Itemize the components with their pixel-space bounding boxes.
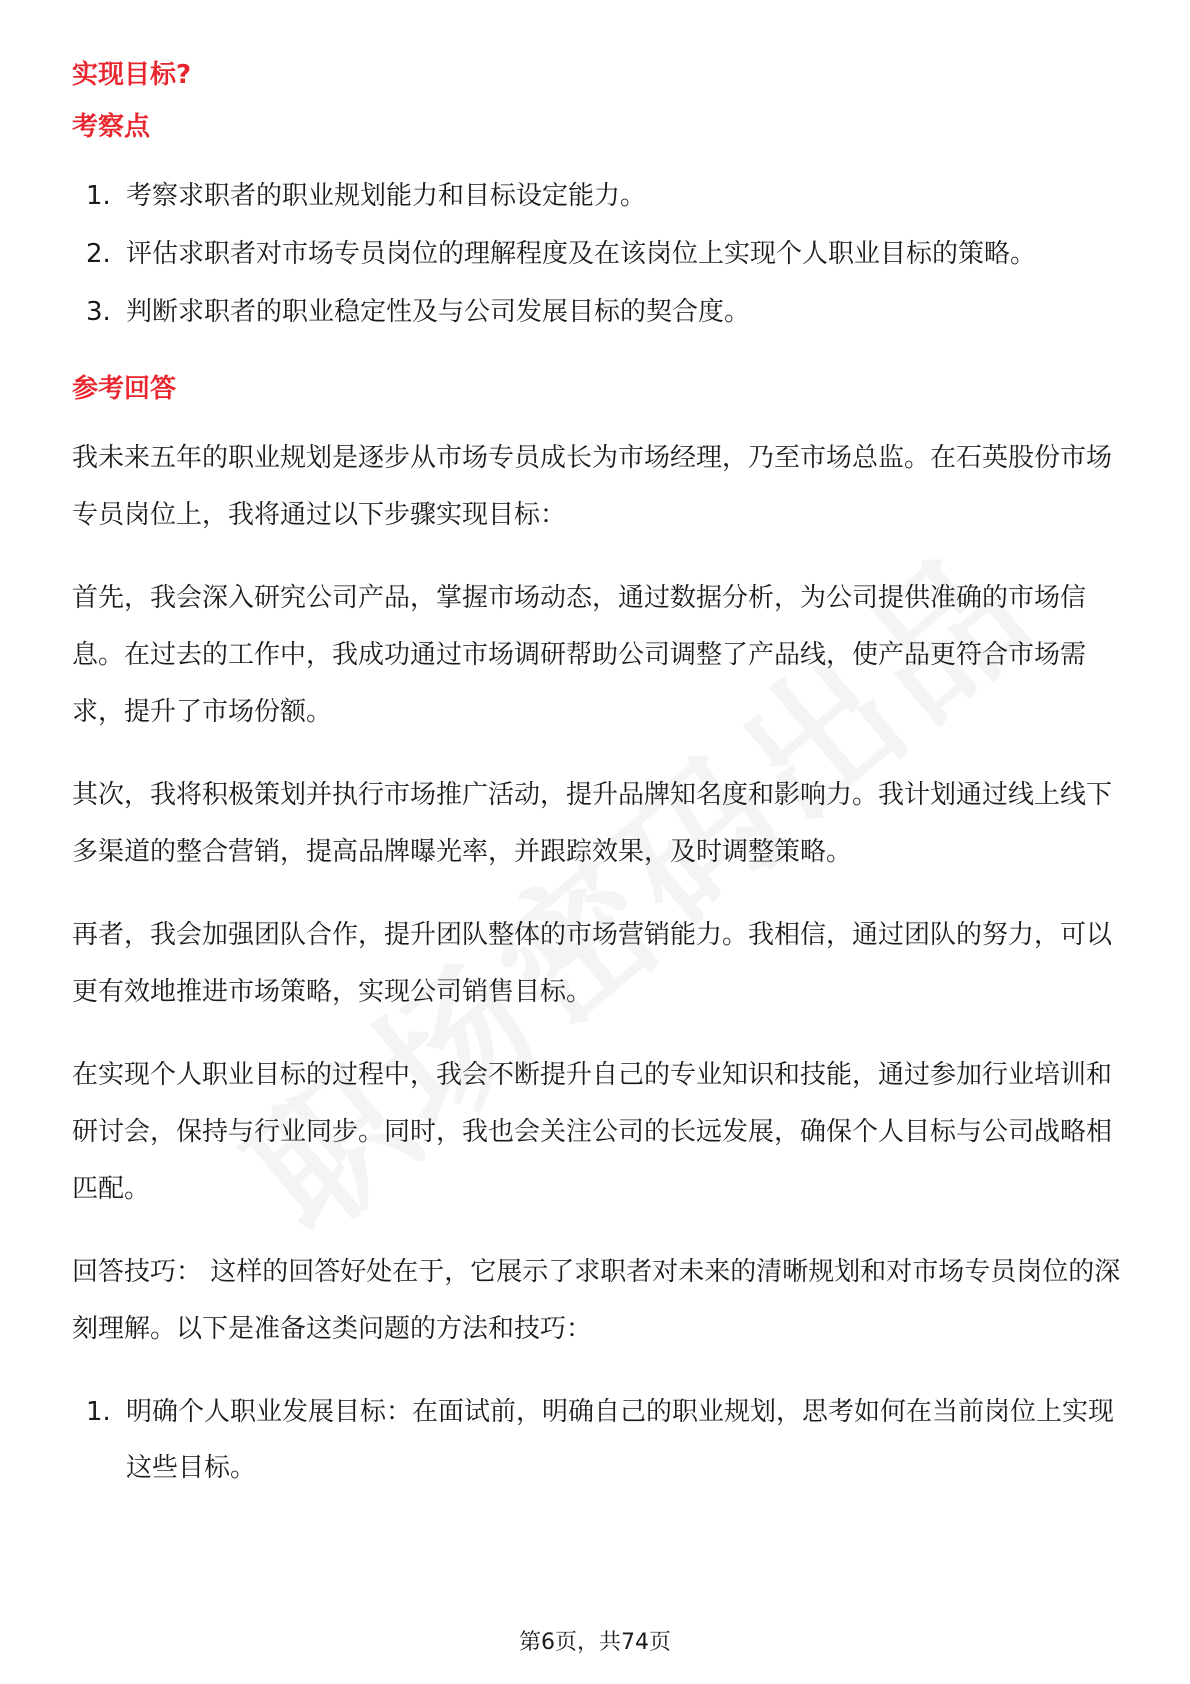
- list-item-number: 1.: [86, 1397, 111, 1427]
- list-item: [72, 168, 1122, 224]
- section-heading-answer: 参考回答: [72, 374, 177, 404]
- list-item: [72, 226, 1122, 282]
- answer-paragraph: 我未来五年的职业规划是逐步从市场专员成长为市场经理，乃至市场总监。在石英股份市场专员岗位上，我将通过以下步骤实现目标：: [72, 443, 1113, 530]
- tips-list: [72, 1384, 1122, 1496]
- answer-paragraph: 首先，我会深入研究公司产品，掌握市场动态，通过数据分析，为公司提供准确的市场信息。在过去的工作中，我成功通过市场调研帮助公司调整了产品线，使产品更符合市场需求，提升了市场份额。: [72, 583, 1087, 727]
- list-item-number: 2.: [86, 239, 111, 269]
- page-title: 实现目标?: [72, 60, 192, 90]
- list-item: [72, 284, 1122, 340]
- list-item-number: 1.: [86, 181, 111, 211]
- section-heading-points: 考察点: [72, 112, 151, 142]
- list-item-text: 评估求职者对市场专员岗位的理解程度及在该岗位上实现个人职业目标的策略。: [126, 239, 1037, 269]
- list-item: [72, 1384, 1122, 1496]
- answer-paragraph: 在实现个人职业目标的过程中，我会不断提升自己的专业知识和技能，通过参加行业培训和研讨会，保持与行业同步。同时，我也会关注公司的长远发展，确保个人目标与公司战略相匹配。: [72, 1060, 1113, 1204]
- page-content: [72, 56, 1122, 1526]
- points-list: [72, 168, 1122, 340]
- page-footer: 第6页，共74页: [519, 1630, 671, 1655]
- answer-paragraph: 其次，我将积极策划并执行市场推广活动，提升品牌知名度和影响力。我计划通过线上线下多渠道的整合营销，提高品牌曝光率，并跟踪效果，及时调整策略。: [72, 780, 1113, 867]
- answer-paragraph: 再者，我会加强团队合作，提升团队整体的市场营销能力。我相信，通过团队的努力，可以更有效地推进市场策略，实现公司销售目标。: [72, 920, 1113, 1007]
- list-item-text: 明确个人职业发展目标：在面试前，明确自己的职业规划，思考如何在当前岗位上实现这些目标。: [126, 1397, 1115, 1483]
- list-item-text: 考察求职者的职业规划能力和目标设定能力。: [126, 181, 647, 211]
- list-item-text: 判断求职者的职业稳定性及与公司发展目标的契合度。: [126, 297, 751, 327]
- list-item-number: 3.: [86, 297, 111, 327]
- tips-intro-paragraph: 回答技巧： 这样的回答好处在于，它展示了求职者对未来的清晰规划和对市场专员岗位的深刻理解。以下是准备这类问题的方法和技巧：: [72, 1257, 1121, 1344]
